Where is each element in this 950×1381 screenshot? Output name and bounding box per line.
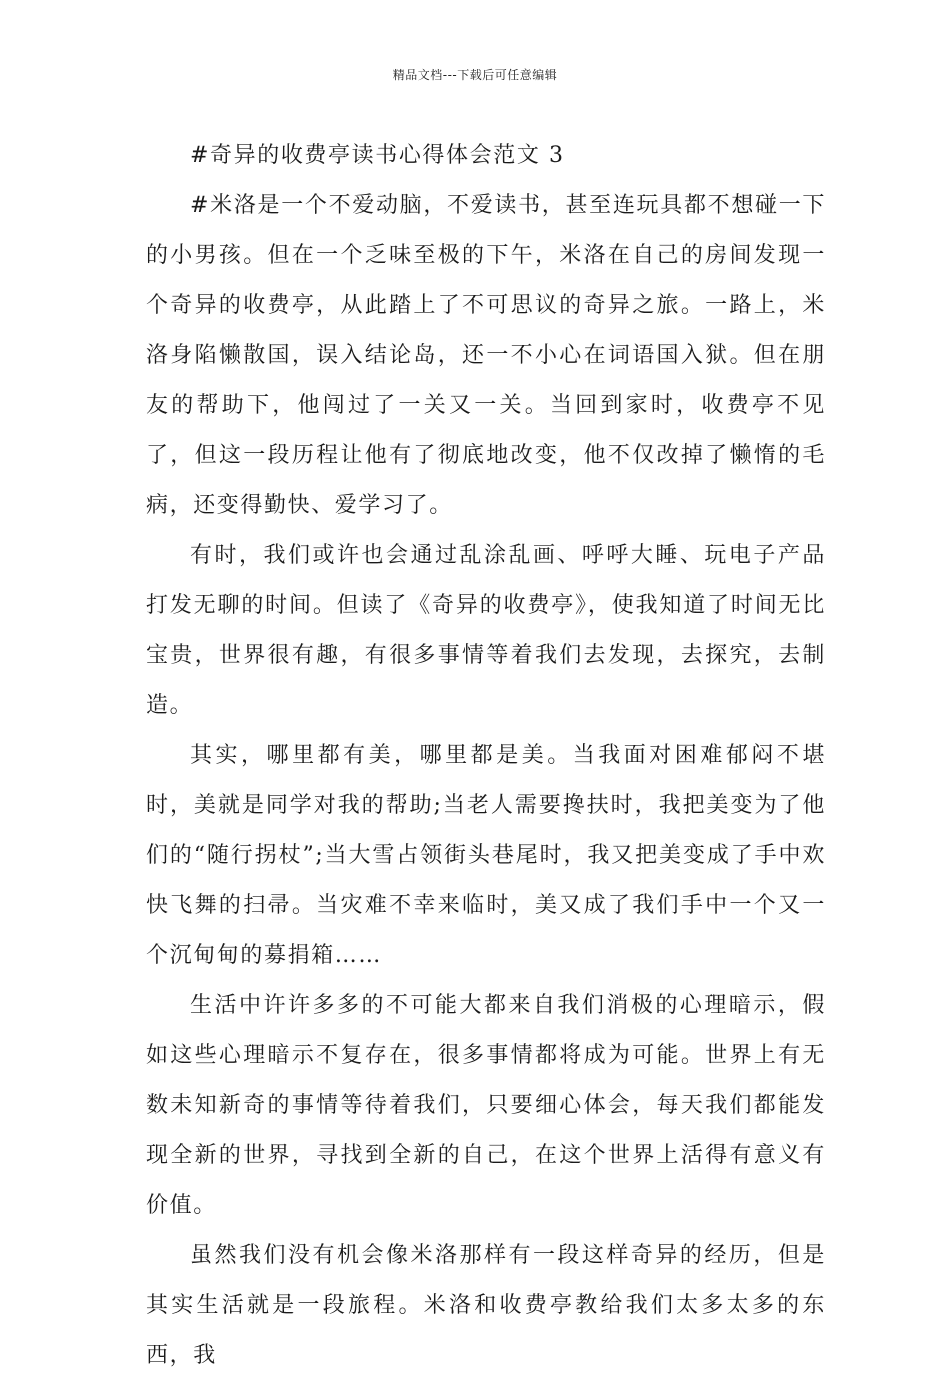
paragraph: 有时，我们或许也会通过乱涂乱画、呼呼大睡、玩电子产品打发无聊的时间。但读了《奇异的收费亭》，使我知道了时间无比宝贵，世界很有趣，有很多事情等着我们去发现，去探究，去制造。: [146, 543, 826, 718]
paragraph: #米洛是一个不爱动脑，不爱读书，甚至连玩具都不想碰一下的小男孩。但在一个乏味至极的下午，米洛在自己的房间发现一个奇异的收费亭，从此踏上了不可思议的奇异之旅。一路上，米洛身陷懒散国，误入结论岛，还一不小心在词语国入狱。但在朋友的帮助下，他闯过了一关又一关。当回到家时，收费亭不见了，但这一段历程让他有了彻底地改变，他不仅改掉了懒惰的毛病，还变得勤快、爱学习了。: [146, 193, 826, 518]
paragraph: 生活中许许多多的不可能大都来自我们消极的心理暗示，假如这些心理暗示不复存在，很多事情都将成为可能。世界上有无数未知新奇的事情等待着我们，只要细心体会，每天我们都能发现全新的世界，寻找到全新的自己，在这个世界上活得有意义有价值。: [146, 993, 826, 1218]
page-header: 精品文档---下载后可任意编辑: [392, 68, 558, 82]
document-title: #奇异的收费亭读书心得体会范文 3: [190, 143, 565, 168]
document-body: [146, 131, 826, 1381]
paragraph: 其实，哪里都有美，哪里都是美。当我面对困难郁闷不堪时，美就是同学对我的帮助;当老人需要搀扶时，我把美变为了他们的“随行拐杖”;当大雪占领街头巷尾时，我又把美变成了手中欢快飞舞的扫帚。当灾难不幸来临时，美又成了我们手中一个又一个沉甸甸的募捐箱……: [146, 743, 826, 968]
paragraph: 虽然我们没有机会像米洛那样有一段这样奇异的经历，但是其实生活就是一段旅程。米洛和收费亭教给我们太多太多的东西，我: [146, 1243, 826, 1368]
